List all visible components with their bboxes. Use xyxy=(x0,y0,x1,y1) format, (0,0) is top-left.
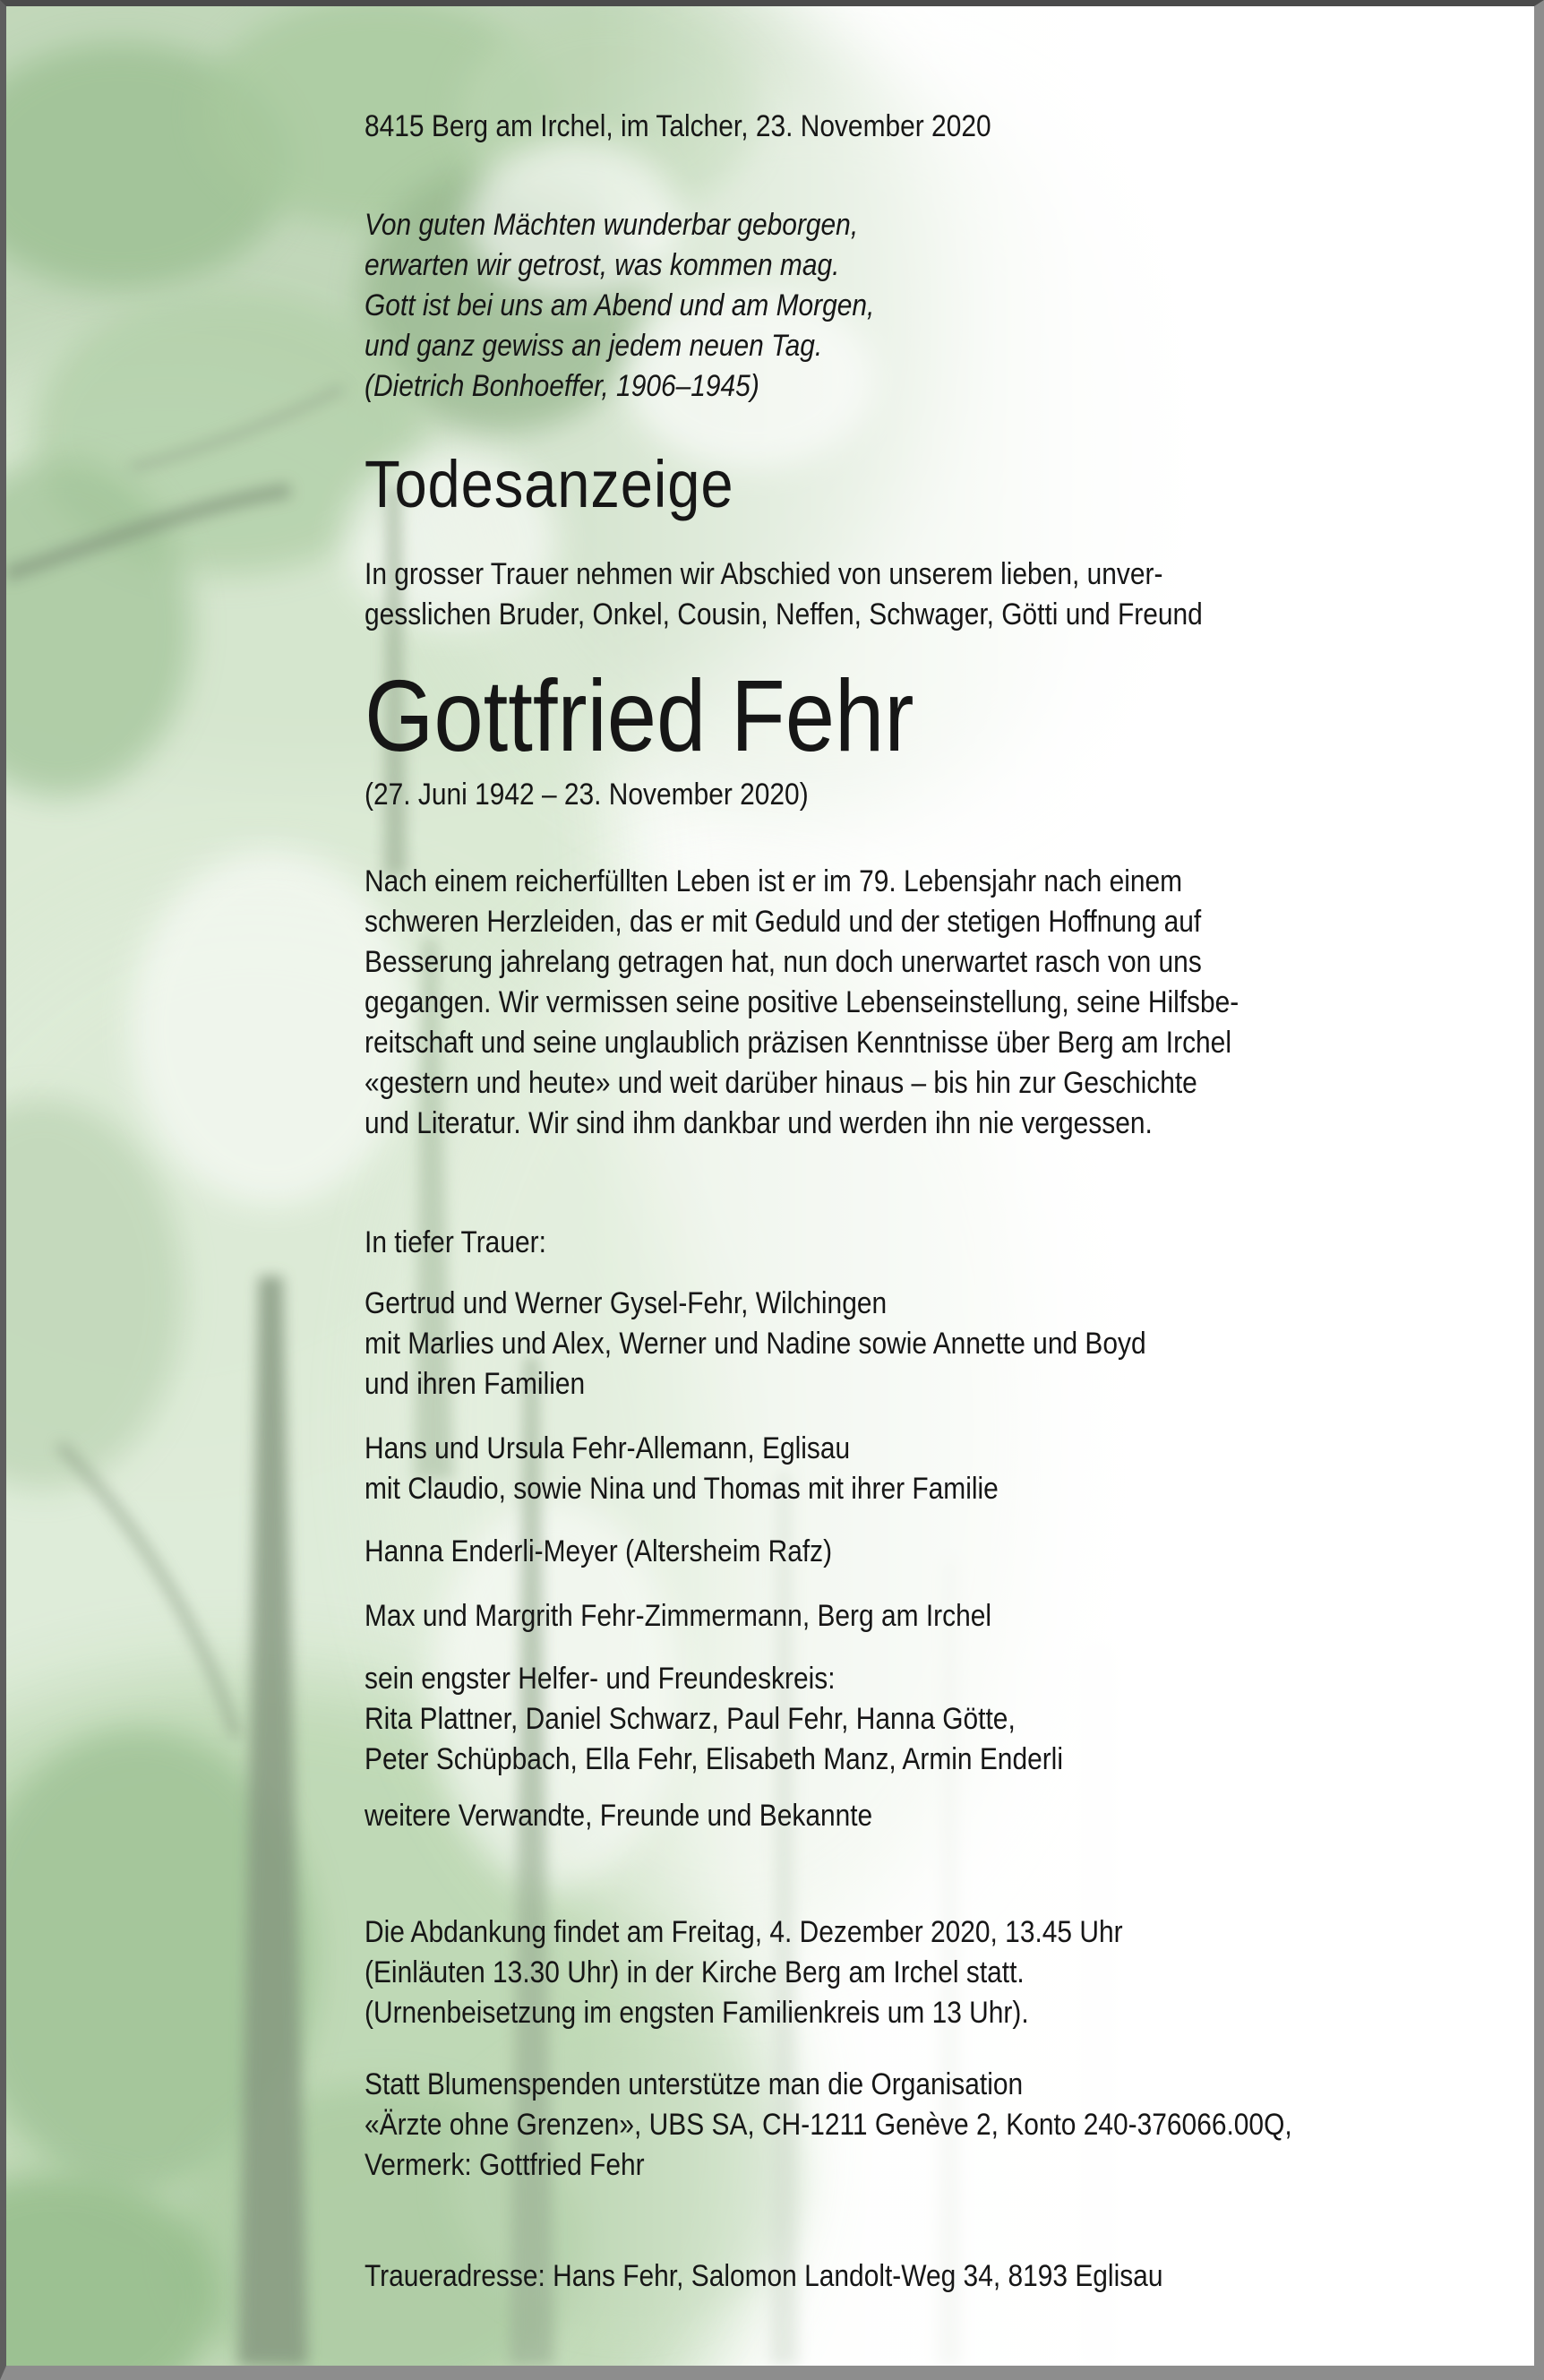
mourner-group xyxy=(365,1429,999,1509)
poem-attribution: (Dietrich Bonhoeffer, 1906–1945) xyxy=(365,369,759,403)
poem-line: und ganz gewiss an jedem neuen Tag. xyxy=(365,329,823,363)
obituary-line: schweren Herzleiden, das er mit Geduld und der stetigen Hoffnung auf xyxy=(365,905,1202,939)
mourner-line: Peter Schüpbach, Ella Fehr, Elisabeth Manz, Armin Enderli xyxy=(365,1742,1063,1776)
obituary-text xyxy=(365,862,1239,1144)
life-dates: (27. Juni 1942 – 23. November 2020) xyxy=(365,778,809,812)
poem-line: erwarten wir getrost, was kommen mag. xyxy=(365,248,840,282)
mourner-group xyxy=(365,1532,832,1572)
mourner-line: Gertrud und Werner Gysel-Fehr, Wilchingen xyxy=(365,1286,888,1320)
funeral-line: Die Abdankung findet am Freitag, 4. Dezember 2020, 13.45 Uhr xyxy=(365,1915,1123,1949)
dateline: 8415 Berg am Irchel, im Talcher, 23. November 2020 xyxy=(365,109,991,143)
mourner-line: Hanna Enderli-Meyer (Altersheim Rafz) xyxy=(365,1534,833,1568)
intro-line: In grosser Trauer nehmen wir Abschied von unserem lieben, unver- xyxy=(365,557,1163,591)
donation-info xyxy=(365,2065,1292,2186)
mourner-line: Rita Plattner, Daniel Schwarz, Paul Fehr, Hanna Götte, xyxy=(365,1702,1016,1736)
mourner-group xyxy=(365,1596,991,1637)
deceased-name: Gottfried Fehr xyxy=(365,659,914,772)
obituary-line: gegangen. Wir vermissen seine positive Lebenseinstellung, seine Hilfsbe- xyxy=(365,985,1239,1019)
obituary-line: und Literatur. Wir sind ihm dankbar und werden ihn nie vergessen. xyxy=(365,1106,1153,1140)
intro-text xyxy=(365,554,1203,635)
memorial-poem xyxy=(365,205,874,407)
intro-line: gesslichen Bruder, Onkel, Cousin, Neffen, Schwager, Götti und Freund xyxy=(365,597,1203,632)
poem-line: Von guten Mächten wunderbar geborgen, xyxy=(365,208,859,242)
mourner-line: sein engster Helfer- und Freundeskreis: xyxy=(365,1662,836,1696)
mourner-group xyxy=(365,1796,872,1836)
mourner-line: weitere Verwandte, Freunde und Bekannte xyxy=(365,1799,873,1833)
mourning-address: Traueradresse: Hans Fehr, Salomon Landolt-Weg 34, 8193 Eglisau xyxy=(365,2259,1163,2293)
funeral-line: (Einläuten 13.30 Uhr) in der Kirche Berg am Irchel statt. xyxy=(365,1955,1025,1989)
mourning-label: In tiefer Trauer: xyxy=(365,1225,546,1259)
obituary-line: «gestern und heute» und weit darüber hinaus – bis hin zur Geschichte xyxy=(365,1066,1197,1100)
donation-line: «Ärzte ohne Grenzen», UBS SA, CH-1211 Genève 2, Konto 240-376066.00Q, xyxy=(365,2108,1292,2142)
funeral-line: (Urnenbeisetzung im engsten Familienkreis um 13 Uhr). xyxy=(365,1996,1029,2030)
funeral-info xyxy=(365,1912,1123,2033)
obituary-line: Nach einem reicherfüllten Leben ist er im 79. Lebensjahr nach einem xyxy=(365,864,1183,898)
poem-line: Gott ist bei uns am Abend und am Morgen, xyxy=(365,288,875,322)
donation-line: Vermerk: Gottfried Fehr xyxy=(365,2148,645,2182)
mourner-line: Hans und Ursula Fehr-Allemann, Eglisau xyxy=(365,1431,851,1465)
obituary-line: Besserung jahrelang getragen hat, nun doch unerwartet rasch von uns xyxy=(365,945,1202,979)
mourner-line: mit Marlies und Alex, Werner und Nadine sowie Annette und Boyd xyxy=(365,1327,1146,1361)
mourner-group xyxy=(365,1659,1063,1780)
obituary-line: reitschaft und seine unglaublich präzisen Kenntnisse über Berg am Irchel xyxy=(365,1026,1231,1060)
donation-line: Statt Blumenspenden unterstütze man die Organisation xyxy=(365,2067,1024,2101)
mourner-group xyxy=(365,1284,1146,1405)
mourner-line: Max und Margrith Fehr-Zimmermann, Berg am Irchel xyxy=(365,1599,991,1633)
page-title: Todesanzeige xyxy=(365,447,734,521)
mourner-line: und ihren Familien xyxy=(365,1367,586,1401)
mourner-line: mit Claudio, sowie Nina und Thomas mit ihrer Familie xyxy=(365,1472,999,1506)
